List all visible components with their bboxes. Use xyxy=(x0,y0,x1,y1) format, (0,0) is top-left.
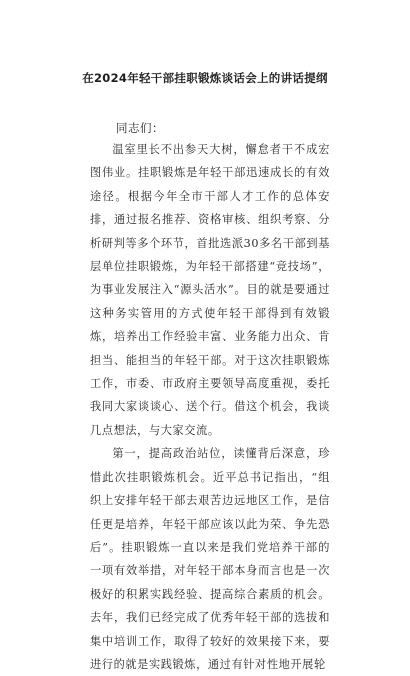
paragraph: 温室里长不出参天大树，懈怠者干不成宏图伟业。挂职锻炼是年轻干部迅速成长的有效途径。根据今年全市干部人才工作的总体安排，通过报名推荐、资格审核、组织考察、分析研判等多个环节，首批选派30多名干部到基层单位挂职锻炼，为年轻干部搭建“竞技场”，为事业发展注入“源头活水”。目的就是要通过这种务实管用的方式使年轻干部得到有效锻炼，培养出工作经验丰富、业务能力出众、肯担当、能担当的年轻干部。对于这次挂职锻炼工作，市委、市政府主要领导高度重视，委托我同大家谈谈心、送个行。借这个机会，我谈几点想法，与大家交流。 xyxy=(90,143,330,437)
document-title: 在2024年轻干部挂职锻炼谈话会上的讲话提纲 xyxy=(82,71,328,85)
paragraph: 第一，提高政治站位，读懂背后深意，珍惜此次挂职锻炼机会。近平总书记指出，“组织上安排年轻干部去艰苦边远地区工作，是信任更是培养，年轻干部应该以此为荣、争先恐后”。挂职锻炼一直以来是我们党培养干部的一项有效举措，对年轻干部本身而言也是一次极好的积累实践经验、提高综合素质的机会。去年，我们已经完成了优秀年轻干部的选拔和集中培训工作，取得了较好的效果接下来，要进行的就是实践锻炼，通过有针对性地开展轮 xyxy=(90,447,330,671)
document-body xyxy=(90,138,330,676)
salutation: 同志们： xyxy=(116,121,164,135)
